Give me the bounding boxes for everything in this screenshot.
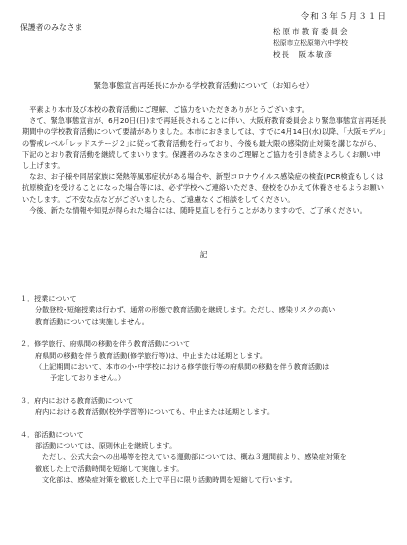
document-date: 令和３年５月３１日 [300,12,387,22]
item-line: 分散登校･短縮授業は行わず、通常の形態で教育活動を継続します。ただし、感染リスクの高い [35,305,336,315]
item-title: １．授業について [20,294,77,303]
sender-block [273,26,350,61]
body-text [22,104,387,216]
body-paragraph: なお、お子様や同居家族に発熱等風邪症状がある場合や、新型コロナウイルス感染症の検査(PCR検査もしくは抗原検査)を受けることになった場合等には、必ず学校へご連絡いただき、登校をひかえて休養させるようお願いいたします。ご不安な点などがございましたら、ご遠慮なくご相談をしてください。 [22,172,384,204]
item-line: （上記期間において、本市の小･中学校における修学旅行等の府県間の移動を伴う教育活動は [35,362,330,372]
item-title: ４．部活動について [20,429,84,439]
item-line: 徹底した上で活動時間を短縮して実施します。 [35,463,184,473]
item-line: 文化部は、感染症対策を徹底した上で平日に限り活動時間を短縮して行います。 [42,475,297,485]
item-section [20,429,390,486]
body-paragraph: 今後、新たな情報や知見が得られた場合には、随時見直しを行うことがありますので、ご了承ください。 [22,205,367,215]
document-title: 緊急事態宣言再延長にかかる学校教育活動について（お知らせ） [93,81,314,90]
item-section [20,293,390,327]
item-title: ２．修学旅行、府県間の移動を伴う教育活動について [20,339,191,349]
ki-heading: 記 [199,250,208,259]
item-section [20,395,390,418]
item-line: 教育活動については実施しません。 [35,316,149,326]
body-paragraph: 平素より本市及び本校の教育活動にご理解、ご協力をいただきありがとうございます。 [22,105,309,114]
item-line: ただし、公式大会への出場等を控えている運動部については、概ね３週間前より、感染症対策を [42,452,347,462]
item-line: 府県間の移動を伴う教育活動(修学旅行等)は、中止または延期とします。 [35,350,267,360]
item-list [20,293,390,497]
item-section [20,338,390,384]
item-line: 府内における教育活動(校外学習等)についても、中止または延期とします。 [35,407,274,417]
addressee: 保護者のみなさま [20,23,83,32]
sender-school: 松原市立松原第六中学校 [273,38,348,47]
body-paragraph: さて、緊急事態宣言が、6月20日(日)まで再延長されることに伴い、大阪府教育委員会より緊急事態宣言再延長期間中の学校教育活動について要請がありました。本市におきましては、すでに4月14日(水)以降、｢大阪モデル｣の警戒レベル｢レッドステージ２｣に従って教育活動を行っており、今後も最大限の感染防止対策を講じながら、下記のとおり教育活動を継続してまいります。保護者のみなさまのご理解とご協力を引き続きよろしくお願い申し上げます。 [22,116,387,171]
item-title: ３．府内における教育活動について [20,395,134,405]
sender-principal: 校長 阪本敏彦 [273,50,334,59]
item-line: 予定しておりません。） [50,373,125,383]
item-line: 部活動については、原則休止を継続します。 [35,441,177,451]
sender-organization: 松原市教育委員会 [273,27,350,36]
